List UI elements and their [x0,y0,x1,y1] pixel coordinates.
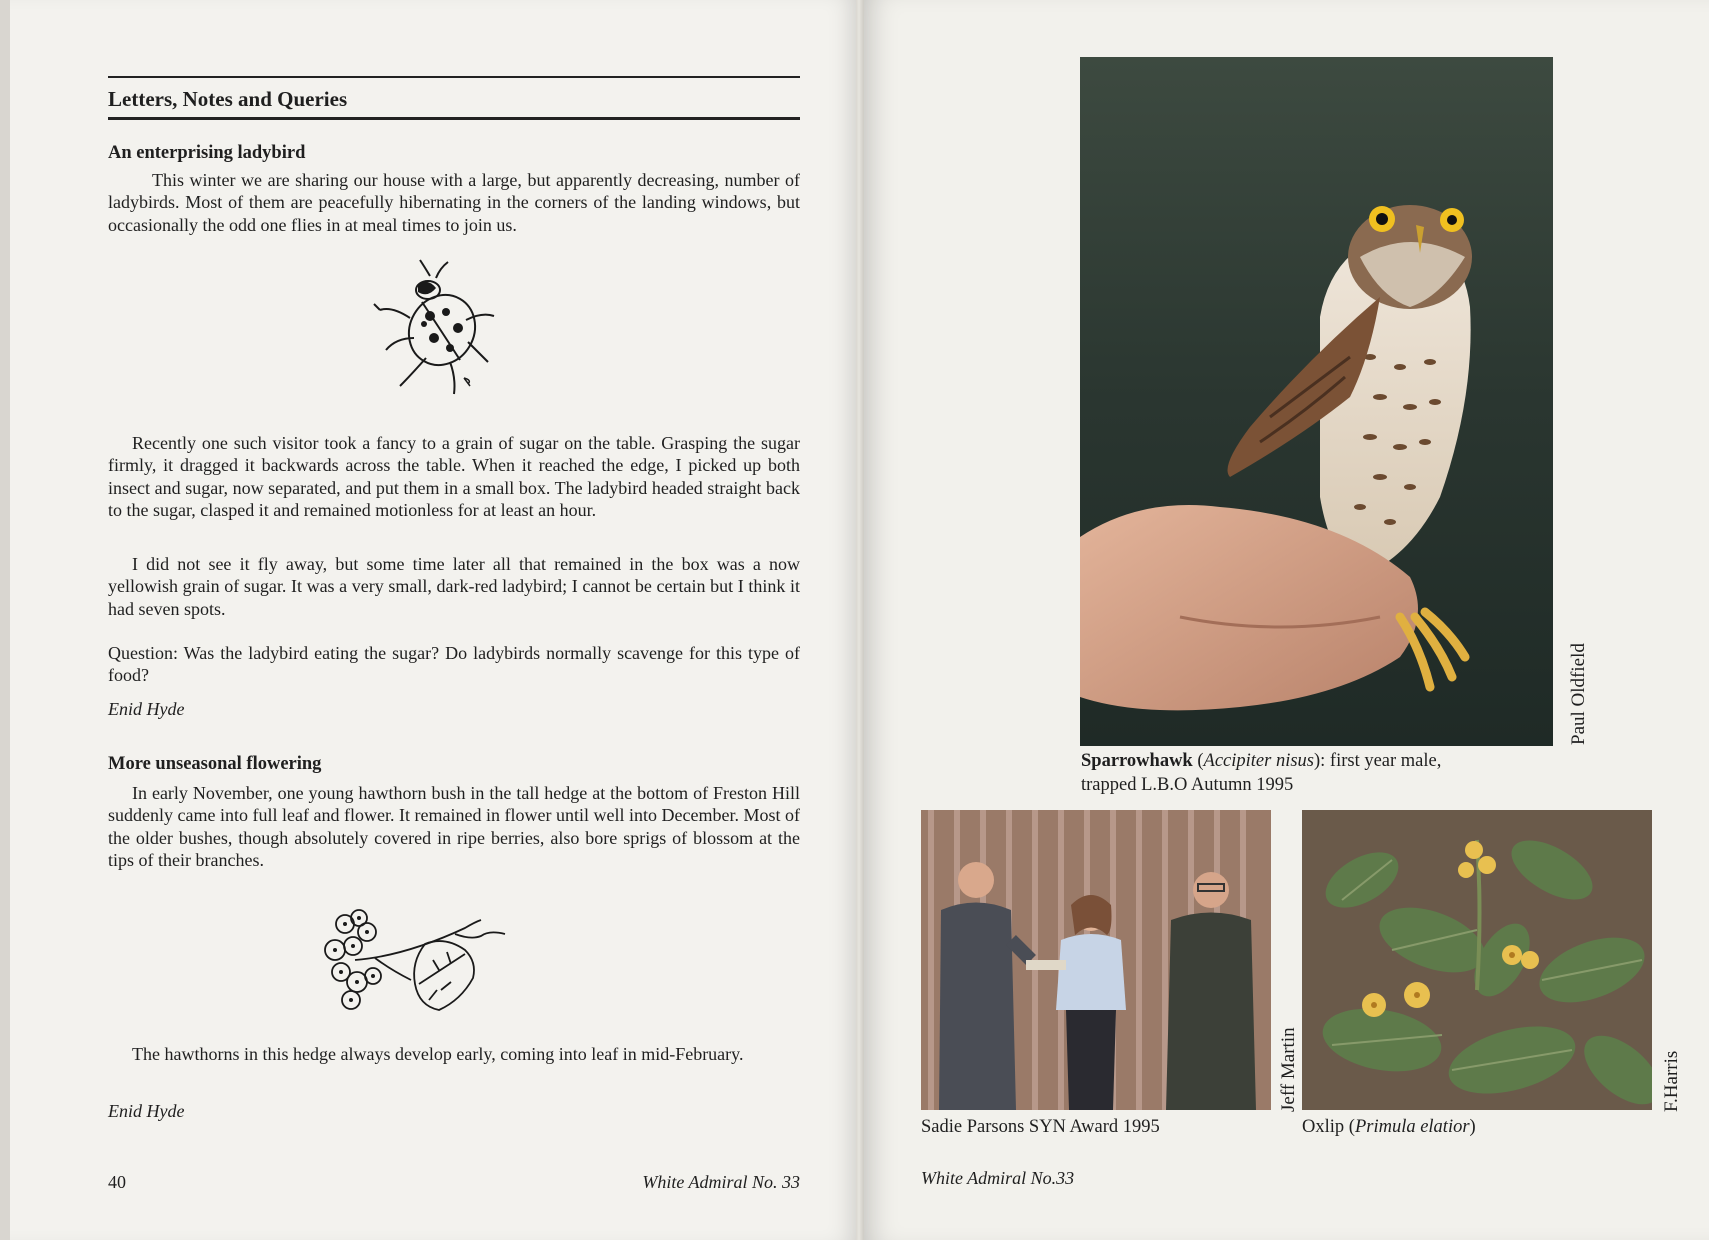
photo-credit-harris: F.Harris [1661,1050,1682,1112]
section-title: Letters, Notes and Queries [108,87,348,111]
caption-paren: ( [1192,751,1204,771]
oxlip-photo [1302,810,1652,1110]
article-heading-flowering: More unseasonal flowering [108,754,322,774]
ladybird-para-2: Recently one such visitor took a fancy to a grain of sugar on the table. Grasping the sugar firmly, it dragged it backwards across the table. When it reached the edge, I picked up both insect and sugar, now separated, and put them in a small box. The ladybird headed straight back to the sugar, clasped it and remained motionless for at least an hour. [108,433,800,521]
ladybird-question: Question: Was the ladybird eating the sugar? Do ladybirds normally scavenge for this type of food? [108,643,800,686]
sparrowhawk-caption [1081,749,1551,797]
caption-species: Sparrowhawk [1081,751,1193,771]
article-heading-ladybird: An enterprising ladybird [108,143,306,163]
journal-footer-right: White Admiral No.33 [921,1168,1075,1188]
oxlip-caption-name: Oxlip ( [1302,1117,1355,1137]
header-bottom-rule [108,117,800,120]
caption-rest: ): first year male, [1313,751,1442,771]
caption-latin: Accipiter nisus [1203,751,1314,771]
ladybird-para-3: I did not see it fly away, but some time later all that remained in the box was a now yellowish grain of sugar. It was a very small, dark-red ladybird; I cannot be certain but I think it had seven spots. [108,554,800,619]
photo-credit-martin: Jeff Martin [1278,1027,1299,1112]
oxlip-caption [1302,1115,1476,1139]
award-caption: Sadie Parsons SYN Award 1995 [921,1117,1160,1137]
photo-credit-oldfield: Paul Oldfield [1568,643,1589,745]
oxlip-caption-latin: Primula elatior [1354,1117,1470,1137]
author-signature-1: Enid Hyde [108,699,185,719]
header-top-rule [108,76,800,78]
sparrowhawk-photo [1080,57,1553,746]
oxlip-caption-close: ) [1469,1117,1476,1137]
author-signature-2: Enid Hyde [108,1101,185,1121]
ladybird-para-1: This winter we are sharing our house with a large, but apparently decreasing, number of ladybirds. Most of them are peacefully hibernating in the corners of the landing windows, but occasionally the odd one flies in at meal times to join us. [108,170,800,235]
hawthorn-drawing [315,900,515,1026]
page-number: 40 [108,1172,126,1192]
left-page [10,0,856,1240]
flowering-para-1: In early November, one young hawthorn bush in the tall hedge at the bottom of Freston Hill suddenly came into full leaf and flower. It remained in flower until well into December. Most of the older bushes, though absolutely covered in ripe berries, also bore sprigs of blossom at the tips of their branches. [108,783,800,871]
flowering-para-2: The hawthorns in this hedge always develop early, coming into leaf in mid-February. [132,1044,744,1064]
ladybird-drawing [370,258,510,404]
right-page [864,0,1709,1240]
caption-line-2: trapped L.B.O Autumn 1995 [1081,775,1294,795]
journal-footer-left: White Admiral No. 33 [642,1172,800,1192]
award-photo [921,810,1271,1110]
